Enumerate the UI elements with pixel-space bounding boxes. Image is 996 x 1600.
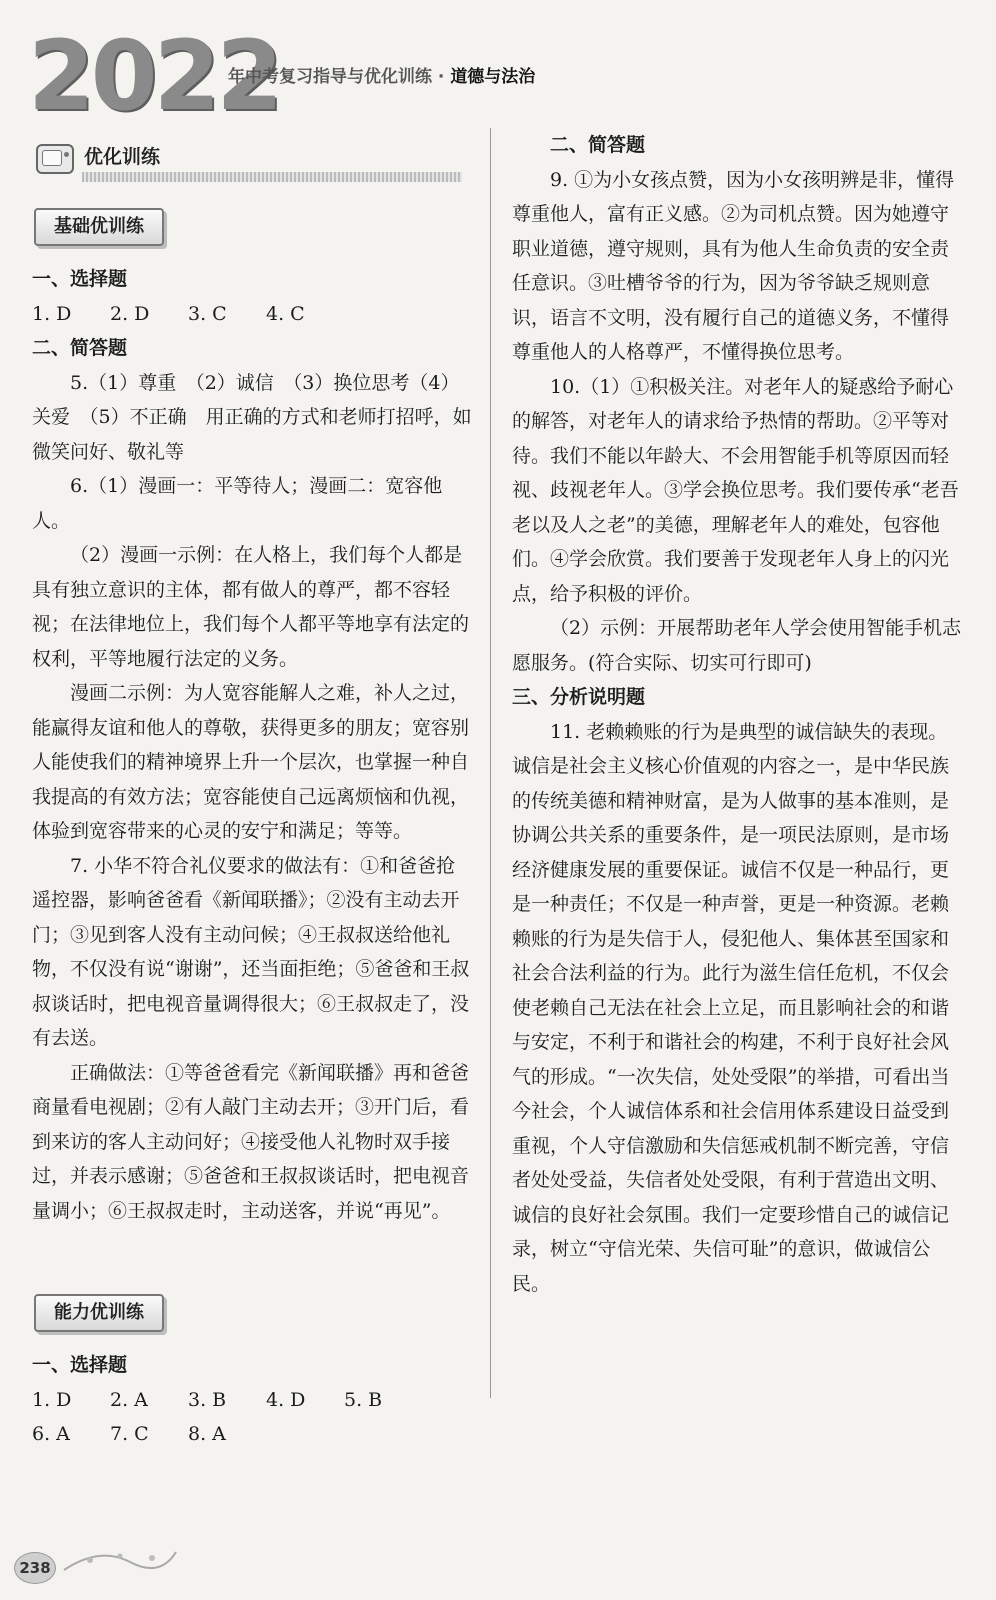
answer-q7-part1: 7. 小华不符合礼仪要求的做法有：①和爸爸抢遥控器，影响爸爸看《新闻联播》；②没有主动去开门；③见到客人没有主动问候；④王叔叔送给他礼物，不仅没有说“谢谢”，还当面拒绝；⑤爸爸和王叔叔谈话时，把电视音量调得很大；⑥王叔叔走了，没有去送。	[32, 854, 470, 1049]
answer-q6-part1: 6.（1）漫画一：平等待人；漫画二：宽容他人。	[32, 475, 443, 532]
tv-icon	[36, 144, 74, 174]
section-underline	[82, 172, 462, 182]
heading-multiple-choice: 一、选择题	[32, 268, 128, 290]
answer-3: 3. B	[188, 1388, 227, 1411]
tag-basic-training: 基础优训练	[34, 208, 164, 246]
answer-row	[32, 1383, 472, 1418]
answer-row	[32, 1417, 472, 1452]
page-number: 238	[14, 1552, 56, 1584]
answer-q9: 9. ①为小女孩点赞，因为小女孩明辨是非，懂得尊重他人，富有正义感。②为司机点赞。因为她遵守职业道德，遵守规则，具有为他人生命负责的安全责任意识。③吐槽爷爷的行为，因为爷爷缺乏规则意识，语言不文明，没有履行自己的道德义务，不懂得尊重他人的人格尊严，不懂得换位思考。	[512, 168, 955, 363]
answer-5: 5. B	[344, 1388, 383, 1411]
answer-q10-part1: 10.（1）①积极关注。对老年人的疑惑给予耐心的解答，对老年人的请求给予热情的帮助。②平等对待。我们不能以年龄大、不会用智能手机等原因而轻视、歧视老年人。③学会换位思考。我们要传承“老吾老以及人之老”的美德，理解老年人的难处，包容他们。④学会欣赏。我们要善于发现老年人身上的闪光点，给予积极的评价。	[512, 375, 959, 605]
answer-4: 4. C	[266, 302, 305, 325]
answer-3: 3. C	[188, 302, 227, 325]
heading-analysis: 三、分析说明题	[512, 686, 646, 708]
section-header	[32, 140, 452, 184]
answer-row	[32, 297, 472, 332]
answer-q11: 11. 老赖赖账的行为是典型的诚信缺失的表现。诚信是社会主义核心价值观的内容之一，是中华民族的传统美德和精神财富，是为人做事的基本准则，是协调公共关系的重要条件，是一项民法原则，是市场经济健康发展的重要保证。诚信不仅是一种品行，更是一种责任；不仅是一种声誉，更是一种资源。老赖赖账的行为是失信于人，侵犯他人、集体甚至国家和社会合法利益的行为。此行为滋生信任危机，不仅会使老赖自己无法在社会上立足，而且影响社会的和谐与安定，不利于和谐社会的构建，不利于良好社会风气的形成。“一次失信，处处受限”的举措，可看出当今社会，个人诚信体系和社会信用体系建设日益受到重视，个人守信激励和失信惩戒机制不断完善，守信者处处受益，失信者处处受限，有利于营造出文明、诚信的良好社会氛围。我们一定要珍惜自己的诚信记录，树立“守信光荣、失信可耻”的意识，做诚信公民。	[512, 720, 950, 1295]
heading-multiple-choice-2: 一、选择题	[32, 1354, 128, 1376]
answer-q7-part2: 正确做法：①等爸爸看完《新闻联播》再和爸爸商量看电视剧；②有人敲门主动去开；③开门后，看到来访的客人主动问好；④接受他人礼物时双手接过，并表示感谢；⑤爸爸和王叔叔谈话时，把电视音量调小；⑥王叔叔走时，主动送客，并说“再见”。	[32, 1061, 470, 1222]
answer-1: 1. D	[32, 1388, 72, 1411]
header-subtitle	[228, 62, 535, 87]
answer-q10-part2: （2）示例：开展帮助老年人学会使用智能手机志愿服务。(符合实际、切实可行即可)	[512, 617, 962, 674]
answer-1: 1. D	[32, 302, 72, 325]
heading-short-answer: 二、简答题	[32, 337, 128, 359]
book-title: 年中考复习指导与优化训练	[228, 67, 432, 87]
section-title: 优化训练	[84, 146, 161, 168]
left-column-basic	[32, 262, 472, 1228]
footer-ornament-icon	[60, 1540, 180, 1580]
page-header	[28, 20, 968, 132]
left-column-ability	[32, 1348, 472, 1452]
answer-2: 2. D	[110, 302, 150, 325]
answer-8: 8. A	[188, 1423, 226, 1445]
answer-6: 6. A	[32, 1423, 70, 1445]
column-divider	[490, 128, 491, 1398]
answer-4: 4. D	[266, 1388, 306, 1411]
answer-q5: 5.（1）尊重 （2）诚信 （3）换位思考（4）关爱 （5）不正确 用正确的方式和老师打招呼，如微笑问好、敬礼等	[32, 371, 472, 463]
right-column	[512, 128, 964, 1301]
title-separator: ·	[437, 67, 445, 87]
heading-short-answer-2: 二、简答题	[550, 134, 646, 156]
tag-ability-training: 能力优训练	[34, 1294, 164, 1332]
header-year: 2022	[28, 20, 280, 132]
answer-2: 2. A	[110, 1388, 148, 1411]
answer-q6-part2: （2）漫画一示例：在人格上，我们每个人都是具有独立意识的主体，都有做人的尊严，都不容轻视；在法律地位上，我们每个人都平等地享有法定的权利，平等地履行法定的义务。	[32, 544, 470, 670]
subject-name: 道德与法治	[450, 67, 536, 87]
answer-7: 7. C	[110, 1423, 149, 1445]
answer-q6-part3: 漫画二示例：为人宽容能解人之难，补人之过，能赢得友谊和他人的尊敬，获得更多的朋友；宽容别人能使我们的精神境界上升一个层次，也掌握一种自我提高的有效方法；宽容能使自己远离烦恼和仇视，体验到宽容带来的心灵的安宁和满足；等等。	[32, 682, 470, 842]
